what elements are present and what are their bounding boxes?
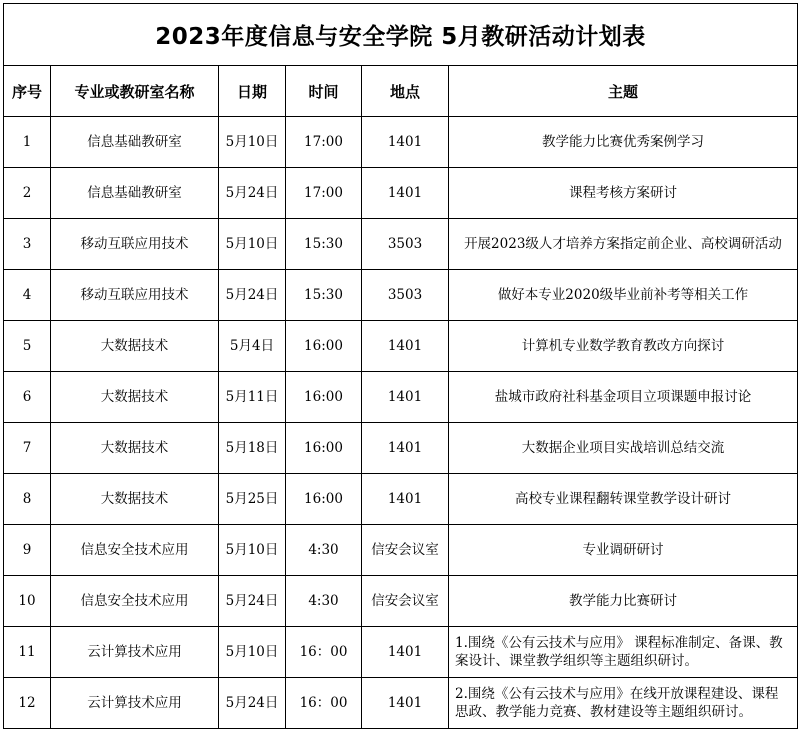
cell-time: 4:30 — [286, 525, 362, 576]
cell-index: 11 — [4, 627, 51, 678]
cell-date: 5月25日 — [219, 474, 286, 525]
cell-topic: 盐城市政府社科基金项目立项课题申报讨论 — [449, 372, 798, 423]
cell-unit: 大数据技术 — [51, 423, 219, 474]
cell-topic: 教学能力比赛优秀案例学习 — [449, 117, 798, 168]
cell-unit: 云计算技术应用 — [51, 678, 219, 729]
cell-unit: 大数据技术 — [51, 474, 219, 525]
cell-index: 5 — [4, 321, 51, 372]
cell-unit: 云计算技术应用 — [51, 627, 219, 678]
header-unit: 专业或教研室名称 — [51, 66, 219, 117]
cell-topic: 做好本专业2020级毕业前补考等相关工作 — [449, 270, 798, 321]
cell-time: 16：00 — [286, 627, 362, 678]
cell-date: 5月10日 — [219, 219, 286, 270]
cell-index: 1 — [4, 117, 51, 168]
table-row — [4, 219, 798, 270]
cell-topic: 高校专业课程翻转课堂教学设计研讨 — [449, 474, 798, 525]
cell-date: 5月24日 — [219, 168, 286, 219]
cell-date: 5月10日 — [219, 117, 286, 168]
cell-topic: 2.围绕《公有云技术与应用》在线开放课程建设、课程思政、教学能力竞赛、教材建设等主题组织研讨。 — [449, 678, 798, 729]
cell-unit: 移动互联应用技术 — [51, 270, 219, 321]
cell-place: 1401 — [362, 168, 449, 219]
cell-unit: 信息基础教研室 — [51, 168, 219, 219]
table-row — [4, 270, 798, 321]
cell-time: 16：00 — [286, 678, 362, 729]
table-row — [4, 678, 798, 729]
cell-date: 5月18日 — [219, 423, 286, 474]
cell-date: 5月24日 — [219, 576, 286, 627]
cell-time: 17:00 — [286, 117, 362, 168]
cell-date: 5月11日 — [219, 372, 286, 423]
table-row — [4, 525, 798, 576]
table-row — [4, 474, 798, 525]
cell-place: 1401 — [362, 117, 449, 168]
cell-date: 5月24日 — [219, 678, 286, 729]
table-title: 2023年度信息与安全学院 5月教研活动计划表 — [4, 4, 798, 66]
header-topic: 主题 — [449, 66, 798, 117]
cell-topic: 1.围绕《公有云技术与应用》 课程标准制定、备课、教案设计、课堂教学组织等主题组织研讨。 — [449, 627, 798, 678]
cell-time: 15:30 — [286, 219, 362, 270]
cell-place: 1401 — [362, 474, 449, 525]
cell-place: 信安会议室 — [362, 525, 449, 576]
cell-place: 1401 — [362, 678, 449, 729]
cell-index: 9 — [4, 525, 51, 576]
cell-topic: 课程考核方案研讨 — [449, 168, 798, 219]
cell-time: 16:00 — [286, 423, 362, 474]
cell-unit: 大数据技术 — [51, 372, 219, 423]
cell-topic: 专业调研研讨 — [449, 525, 798, 576]
header-time: 时间 — [286, 66, 362, 117]
cell-index: 12 — [4, 678, 51, 729]
cell-time: 15:30 — [286, 270, 362, 321]
cell-place: 信安会议室 — [362, 576, 449, 627]
cell-index: 2 — [4, 168, 51, 219]
header-date: 日期 — [219, 66, 286, 117]
cell-date: 5月10日 — [219, 627, 286, 678]
cell-time: 17:00 — [286, 168, 362, 219]
cell-date: 5月4日 — [219, 321, 286, 372]
header-place: 地点 — [362, 66, 449, 117]
activity-plan-table — [3, 3, 798, 729]
cell-place: 1401 — [362, 372, 449, 423]
table-row — [4, 321, 798, 372]
cell-place: 1401 — [362, 627, 449, 678]
table-row — [4, 423, 798, 474]
cell-unit: 信息安全技术应用 — [51, 525, 219, 576]
cell-topic: 计算机专业数学教育教改方向探讨 — [449, 321, 798, 372]
header-index: 序号 — [4, 66, 51, 117]
cell-place: 1401 — [362, 423, 449, 474]
header-row — [4, 66, 798, 117]
table-row — [4, 576, 798, 627]
cell-date: 5月10日 — [219, 525, 286, 576]
table-row — [4, 627, 798, 678]
cell-time: 16:00 — [286, 321, 362, 372]
cell-place: 1401 — [362, 321, 449, 372]
cell-index: 10 — [4, 576, 51, 627]
cell-place: 3503 — [362, 219, 449, 270]
cell-time: 16:00 — [286, 474, 362, 525]
cell-topic: 大数据企业项目实战培训总结交流 — [449, 423, 798, 474]
table-row — [4, 372, 798, 423]
cell-unit: 大数据技术 — [51, 321, 219, 372]
table-row — [4, 168, 798, 219]
cell-index: 8 — [4, 474, 51, 525]
cell-index: 6 — [4, 372, 51, 423]
cell-date: 5月24日 — [219, 270, 286, 321]
cell-index: 4 — [4, 270, 51, 321]
cell-unit: 信息基础教研室 — [51, 117, 219, 168]
cell-index: 7 — [4, 423, 51, 474]
cell-time: 16:00 — [286, 372, 362, 423]
cell-place: 3503 — [362, 270, 449, 321]
cell-index: 3 — [4, 219, 51, 270]
cell-time: 4:30 — [286, 576, 362, 627]
cell-topic: 开展2023级人才培养方案指定前企业、高校调研活动 — [449, 219, 798, 270]
cell-unit: 移动互联应用技术 — [51, 219, 219, 270]
cell-topic: 教学能力比赛研讨 — [449, 576, 798, 627]
table-row — [4, 117, 798, 168]
cell-unit: 信息安全技术应用 — [51, 576, 219, 627]
